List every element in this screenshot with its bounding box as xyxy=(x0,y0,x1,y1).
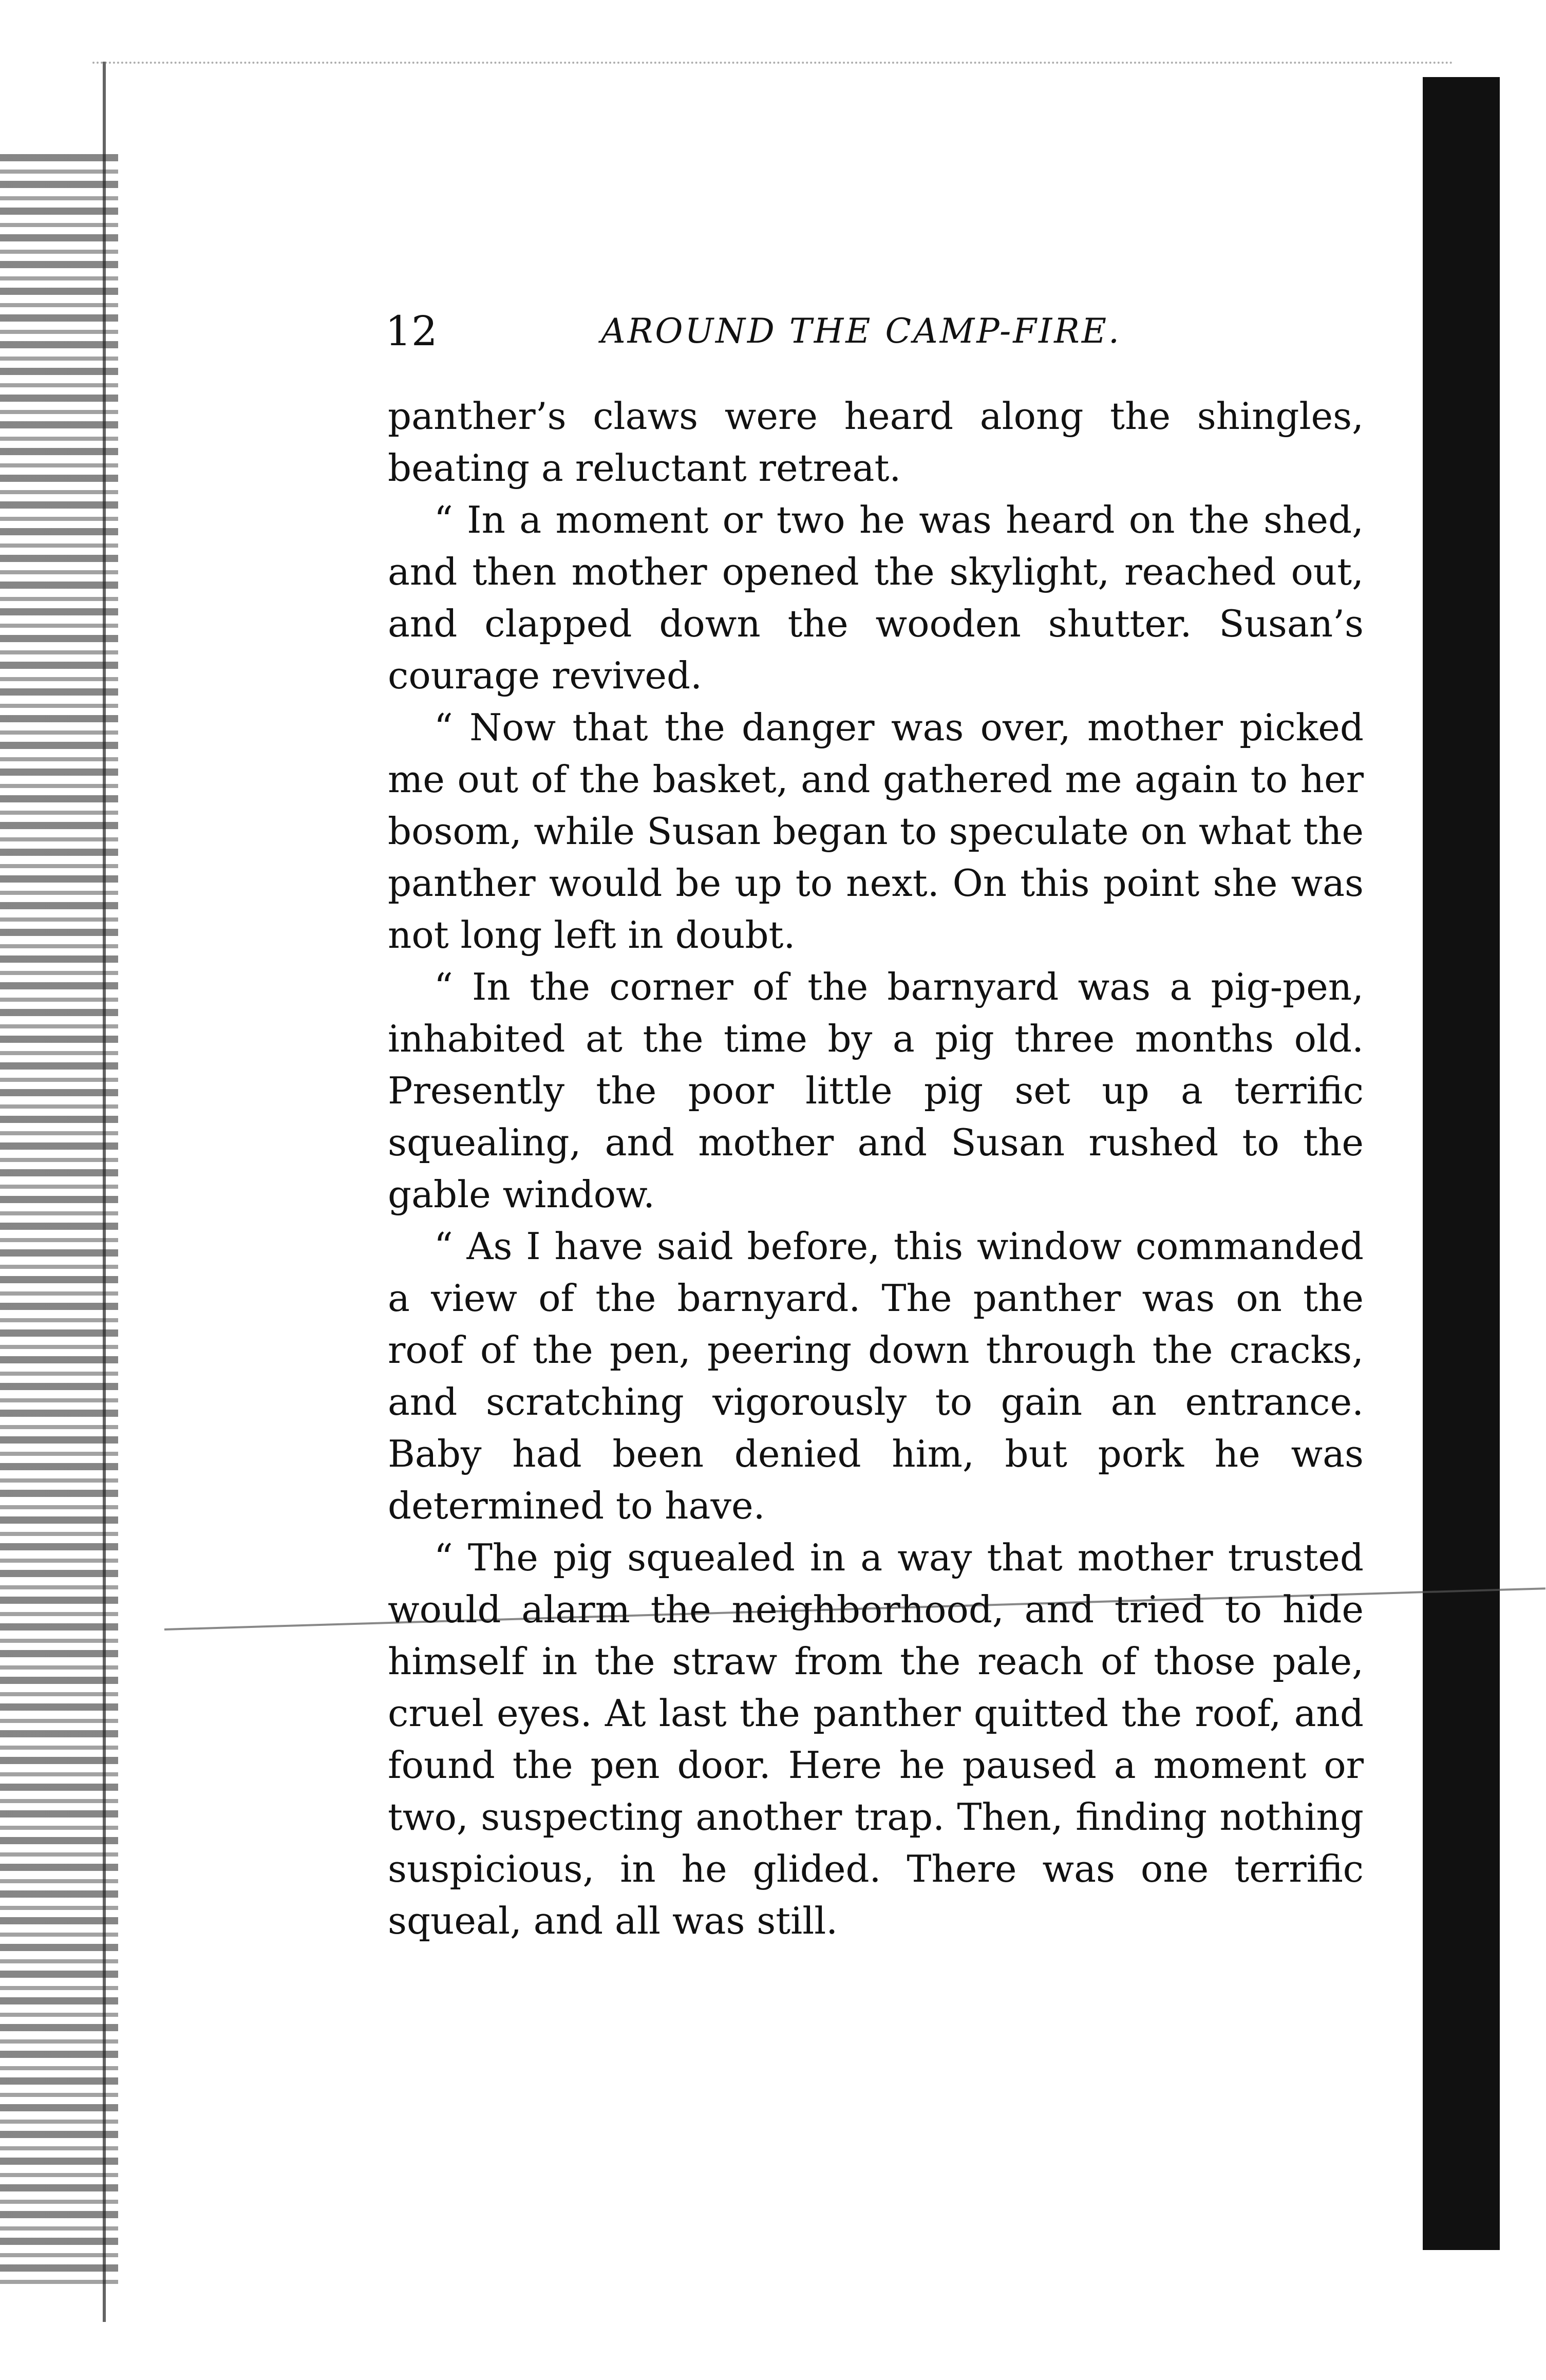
scan-edge-line xyxy=(103,62,106,2322)
scan-right-black-bar xyxy=(1423,77,1500,2250)
paragraph: “ As I have said before, this window commanded a view of the barnyard. The panther was on the roof of the pen, peering down through the cracks, and scratching vigorously to gain an entrance. Baby had been denied him, but pork he was determined to have. xyxy=(388,1225,1364,1527)
page-number: 12 xyxy=(385,307,438,355)
paragraph: “ In the corner of the barnyard was a pig-pen, inhabited at the time by a pig three months old. Presently the poor little pig set up a terrific squealing, and mother and Susan rushed to the gable window. xyxy=(388,965,1364,1216)
paragraph: “ The pig squealed in a way that mother trusted would alarm the neighborhood, and tried to hide himself in the straw from the reach of those pale, cruel eyes. At last the panther quitted the roof, and found the pen door. Here he paused a moment or two, suspecting another trap. Then, finding nothing suspicious, in he glided. There was one terrific squeal, and all was still. xyxy=(388,1536,1364,1942)
body-text xyxy=(388,390,1364,1947)
page-header xyxy=(385,303,1412,360)
running-title: AROUND THE CAMP-FIRE. xyxy=(601,311,1122,351)
paragraph: panther’s claws were heard along the shingles, beating a reluctant retreat. xyxy=(388,395,1364,490)
paragraph: “ In a moment or two he was heard on the shed, and then mother opened the skylight, reached out, and clapped down the wooden shutter. Susan’s courage revived. xyxy=(388,498,1364,697)
scan-top-noise xyxy=(92,62,1454,79)
paragraph: “ Now that the danger was over, mother picked me out of the basket, and gathered me again to her bosom, while Susan began to speculate on what the panther would be up to next. On this point she was not long left in doubt. xyxy=(388,706,1364,957)
scan-binding-edge xyxy=(0,154,118,2286)
